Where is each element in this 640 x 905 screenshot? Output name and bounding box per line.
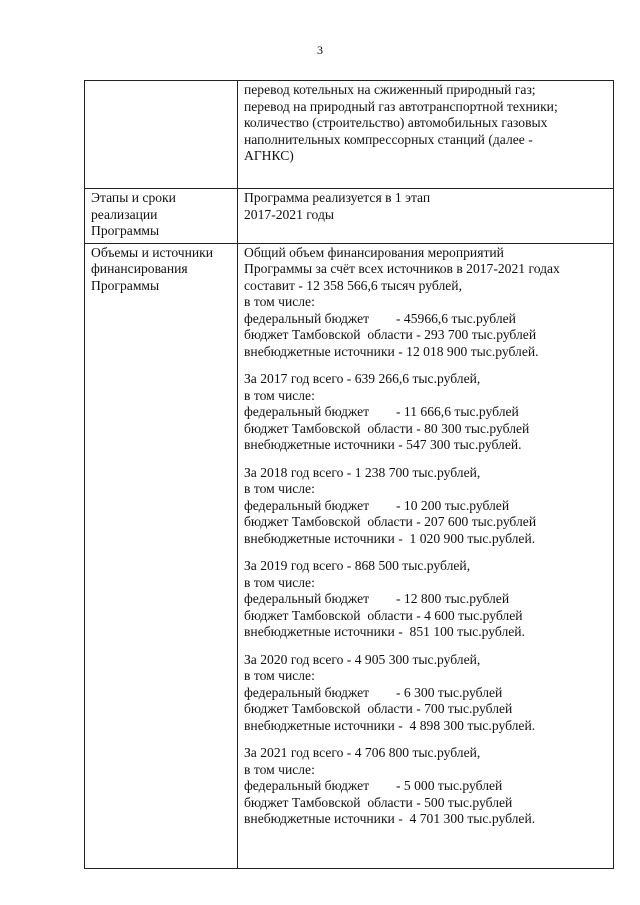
offbudget-line: внебюджетные источники - 1 020 900 тыс.рублей.: [244, 530, 536, 546]
federal-label: федеральный бюджет: [244, 497, 370, 513]
row1-line: перевод на природный газ автотранспортной техники;: [244, 98, 558, 114]
regional-line: бюджет Тамбовской области - 500 тыс.рублей: [244, 794, 513, 810]
row1-line: АГНКС): [244, 148, 294, 163]
year-total: За 2020 год всего - 4 905 300 тыс.рублей,: [244, 651, 481, 667]
federal-value: - 5 000 тыс.рублей: [396, 778, 503, 793]
intro-line: Программы за счёт всех источников в 2017-2021 годах: [244, 261, 560, 276]
offbudget-line: внебюджетные источники - 4 898 300 тыс.рублей.: [244, 717, 536, 733]
intro-line: в том числе:: [244, 294, 315, 309]
federal-line: [244, 685, 609, 702]
year-total: За 2021 год всего - 4 706 800 тыс.рублей,: [244, 745, 481, 760]
federal-line: [244, 778, 609, 795]
regional-line: бюджет Тамбовской области - 80 300 тыс.рублей: [244, 420, 530, 436]
passport-table: [84, 80, 614, 869]
regional-line: бюджет Тамбовской области - 293 700 тыс.рублей: [244, 327, 537, 342]
federal-label: федеральный бюджет: [244, 684, 370, 700]
year-block-2020: [244, 652, 609, 735]
row3-right-cell: [238, 243, 614, 868]
row1-left-cell: [85, 81, 238, 189]
regional-line: бюджет Тамбовской области - 4 600 тыс.рублей: [244, 607, 523, 623]
federal-value: - 12 800 тыс.рублей: [396, 591, 510, 606]
year-incl: в том числе:: [244, 761, 315, 777]
federal-line: [244, 498, 609, 515]
federal-value: - 10 200 тыс.рублей: [396, 497, 510, 513]
row1-line: количество (строительство) автомобильных газовых: [244, 115, 548, 130]
table-row-stages: [85, 189, 614, 244]
row2-label-line: Программы: [91, 223, 160, 238]
row1-right-cell: [238, 81, 614, 189]
page-number: 3: [317, 43, 323, 57]
row2-line: 2017-2021 годы: [244, 206, 334, 222]
federal-line: [244, 591, 609, 608]
year-total: За 2018 год всего - 1 238 700 тыс.рублей,: [244, 464, 481, 480]
intro-line: составит - 12 358 566,6 тысяч рублей,: [244, 277, 462, 293]
federal-label: федеральный бюджет: [244, 404, 370, 419]
row2-right-cell: [238, 189, 614, 244]
row2-line: Программа реализуется в 1 этап: [244, 190, 431, 205]
row3-label-line: Программы: [91, 277, 160, 293]
financing-total-block: [244, 245, 609, 361]
year-incl: в том числе:: [244, 668, 315, 683]
year-block-2017: [244, 371, 609, 454]
year-block-2019: [244, 558, 609, 641]
table-row-financing: [85, 243, 614, 868]
offbudget-line: внебюджетные источники - 547 300 тыс.рублей.: [244, 437, 522, 452]
year-block-2018: [244, 465, 609, 548]
row2-left-cell: [85, 189, 238, 244]
federal-line: [244, 311, 609, 328]
year-total: За 2017 год всего - 639 266,6 тыс.рублей,: [244, 371, 481, 386]
row3-left-cell: [85, 243, 238, 868]
row3-label-line: Объемы и источники: [91, 244, 214, 260]
federal-label: федеральный бюджет: [244, 778, 370, 793]
row1-line: перевод котельных на сжиженный природный газ;: [244, 82, 536, 97]
year-block-2021: [244, 745, 609, 828]
year-incl: в том числе:: [244, 481, 315, 496]
federal-line: [244, 404, 609, 421]
regional-line: бюджет Тамбовской области - 207 600 тыс.рублей: [244, 514, 537, 529]
year-incl: в том числе:: [244, 387, 315, 403]
offbudget-line: внебюджетные источники - 12 018 900 тыс.рублей.: [244, 343, 539, 359]
offbudget-line: внебюджетные источники - 4 701 300 тыс.рублей.: [244, 811, 536, 826]
regional-line: бюджет Тамбовской области - 700 тыс.рублей: [244, 701, 513, 716]
offbudget-line: внебюджетные источники - 851 100 тыс.рублей.: [244, 624, 525, 639]
table-row-gas-measures: [85, 81, 614, 189]
row3-label-line: финансирования: [91, 261, 188, 276]
federal-label: федеральный бюджет: [244, 591, 370, 606]
row2-label-line: реализации: [91, 206, 158, 222]
federal-value: - 6 300 тыс.рублей: [396, 684, 503, 700]
year-total: За 2019 год всего - 868 500 тыс.рублей,: [244, 558, 471, 573]
intro-line: Общий объем финансирования мероприятий: [244, 244, 504, 260]
row2-label-line: Этапы и сроки: [91, 190, 176, 205]
federal-label: федеральный бюджет: [244, 310, 370, 326]
federal-value: - 45966,6 тыс.рублей: [396, 310, 516, 326]
federal-value: - 11 666,6 тыс.рублей: [396, 404, 519, 419]
row1-line: наполнительных компрессорных станций (далее -: [244, 131, 533, 147]
year-incl: в том числе:: [244, 574, 315, 590]
